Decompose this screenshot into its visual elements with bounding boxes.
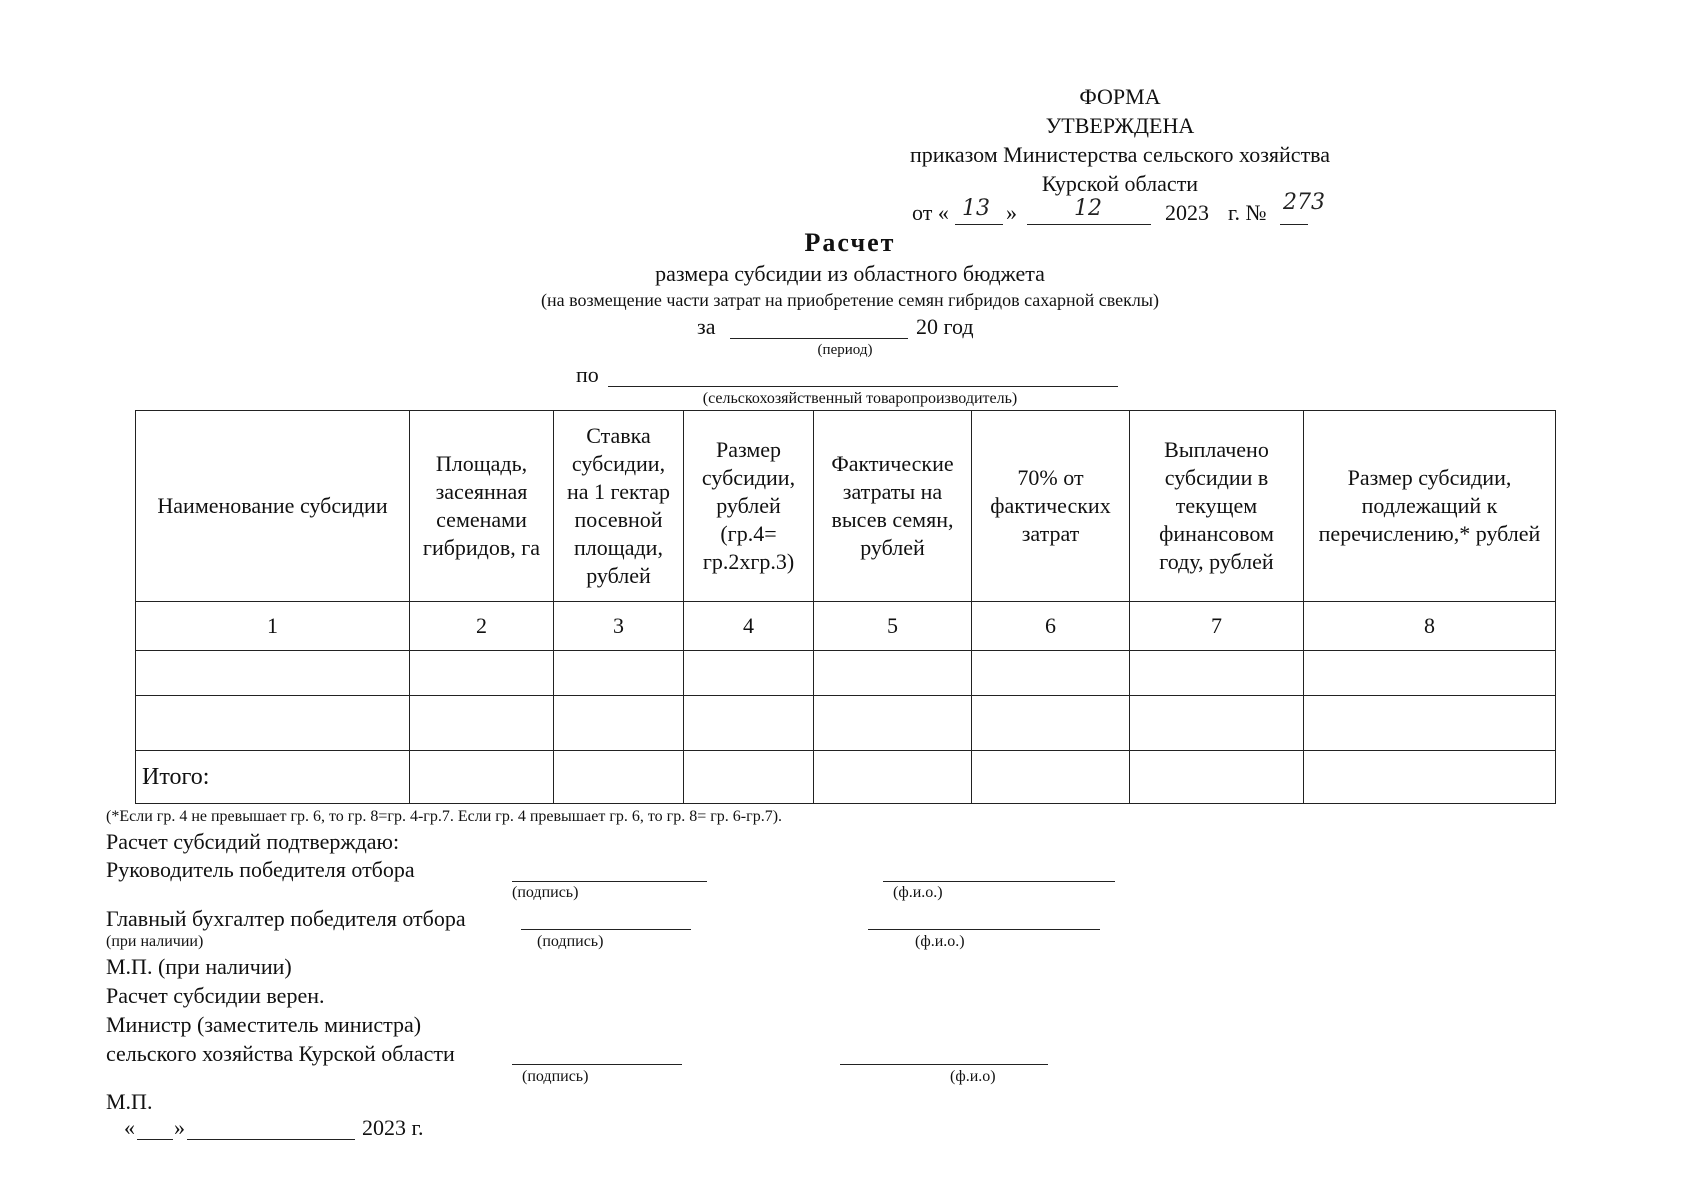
period-caption: (период) xyxy=(817,342,873,358)
table-cell xyxy=(554,696,684,751)
date-close-quote: » xyxy=(174,1115,185,1140)
date-year: 2023 г. xyxy=(362,1115,424,1140)
date-mid: » xyxy=(1006,200,1017,225)
order-label: приказом Министерства сельского хозяйства xyxy=(909,142,1331,167)
head-signature-line xyxy=(512,881,707,882)
seal-label: М.П. xyxy=(106,1089,153,1114)
confirm-label: Расчет субсидий подтверждаю: xyxy=(106,829,400,854)
period-underline xyxy=(730,338,908,339)
table-cell xyxy=(814,651,972,696)
table-cell xyxy=(972,751,1130,804)
table-cell xyxy=(410,696,554,751)
minister-signature-caption: (подпись) xyxy=(522,1068,589,1085)
month-underline xyxy=(1027,224,1151,225)
table-cell xyxy=(136,696,410,751)
month-handwritten: 12 xyxy=(1074,196,1102,221)
minister-signature-line xyxy=(512,1064,682,1065)
table-cell xyxy=(684,696,814,751)
column-number: 4 xyxy=(684,602,814,651)
table-cell xyxy=(1130,651,1304,696)
accountant-label: Главный бухгалтер победителя отбора xyxy=(106,906,466,931)
header-cell: 70% от фактических затрат xyxy=(972,411,1130,602)
table-cell xyxy=(684,751,814,804)
table-cell xyxy=(136,651,410,696)
order-number-handwritten: 273 xyxy=(1283,190,1325,215)
head-fio-caption: (ф.и.о.) xyxy=(893,884,943,901)
header-cell: Размер субсидии, подлежащий к перечислению,* рублей xyxy=(1304,411,1556,602)
date-month-line xyxy=(187,1139,355,1140)
document-subtitle: размера субсидии из областного бюджета xyxy=(655,261,1045,286)
table-cell xyxy=(1304,651,1556,696)
producer-caption: (сельскохозяйственный товаропроизводитель) xyxy=(702,390,1018,407)
period-year-label: 20 год xyxy=(916,314,974,339)
header-cell: Ставка субсидии, на 1 гектар посевной площади, рублей xyxy=(554,411,684,602)
header-cell: Наименование субсидии xyxy=(136,411,410,602)
column-number: 3 xyxy=(554,602,684,651)
table-row xyxy=(136,696,1556,751)
region-label: Курской области xyxy=(1041,171,1199,196)
total-row xyxy=(136,751,1556,804)
table-header-row xyxy=(136,411,1556,602)
head-fio-line xyxy=(883,881,1115,882)
table-cell xyxy=(1304,751,1556,804)
table-cell xyxy=(410,751,554,804)
subsidy-table xyxy=(135,410,1556,804)
order-number-label: г. № xyxy=(1228,200,1267,225)
column-number: 2 xyxy=(410,602,554,651)
table-cell xyxy=(814,696,972,751)
header-cell: Фактические затраты на высев семян, рублей xyxy=(814,411,972,602)
header-cell: Выплачено субсидии в текущем финансовом году, рублей xyxy=(1130,411,1304,602)
date-prefix: от « xyxy=(912,200,949,225)
total-label: Итого: xyxy=(136,751,410,804)
accountant-signature-line xyxy=(521,929,691,930)
head-signature-caption: (подпись) xyxy=(512,884,579,901)
minister-fio-line xyxy=(840,1064,1048,1065)
table-cell xyxy=(554,751,684,804)
head-label: Руководитель победителя отбора xyxy=(106,857,415,882)
table-cell xyxy=(972,696,1130,751)
table-cell xyxy=(1304,696,1556,751)
column-number-row xyxy=(136,602,1556,651)
approved-label: УТВЕРЖДЕНА xyxy=(1045,113,1195,138)
day-handwritten: 13 xyxy=(962,196,990,221)
table-cell xyxy=(410,651,554,696)
date-open-quote: « xyxy=(124,1115,135,1140)
column-number: 5 xyxy=(814,602,972,651)
column-number: 8 xyxy=(1304,602,1556,651)
date-day-line xyxy=(137,1139,173,1140)
column-number: 7 xyxy=(1130,602,1304,651)
document-title: Расчет xyxy=(804,228,896,257)
order-year: 2023 xyxy=(1165,200,1209,225)
header-cell: Площадь, засеянная семенами гибридов, га xyxy=(410,411,554,602)
table-cell xyxy=(972,651,1130,696)
form-label: ФОРМА xyxy=(1079,84,1161,109)
column-number: 1 xyxy=(136,602,410,651)
period-for-label: за xyxy=(697,314,716,339)
header-cell: Размер субсидии, рублей (гр.4= гр.2хгр.3) xyxy=(684,411,814,602)
producer-by-label: по xyxy=(576,362,599,387)
accountant-if-any: (при наличии) xyxy=(106,933,204,950)
accountant-fio-caption: (ф.и.о.) xyxy=(915,933,965,950)
number-underline xyxy=(1280,224,1308,225)
column-number: 6 xyxy=(972,602,1130,651)
producer-underline xyxy=(608,386,1118,387)
accountant-signature-caption: (подпись) xyxy=(537,933,604,950)
minister-fio-caption: (ф.и.о) xyxy=(950,1068,996,1085)
correct-label: Расчет субсидии верен. xyxy=(106,983,325,1008)
table-cell xyxy=(554,651,684,696)
document-purpose: (на возмещение части затрат на приобретение семян гибридов сахарной свеклы) xyxy=(541,290,1159,310)
table-cell xyxy=(684,651,814,696)
accountant-fio-line xyxy=(868,929,1100,930)
table-row xyxy=(136,651,1556,696)
seal-if-any-label: М.П. (при наличии) xyxy=(106,954,292,979)
table-cell xyxy=(1130,751,1304,804)
minister-label: Министр (заместитель министра) xyxy=(106,1012,422,1037)
day-underline xyxy=(955,224,1003,225)
table-cell xyxy=(814,751,972,804)
ministry-label: сельского хозяйства Курской области xyxy=(106,1041,455,1066)
table-cell xyxy=(1130,696,1304,751)
calculation-note: (*Если гр. 4 не превышает гр. 6, то гр. 8=гр. 4-гр.7. Если гр. 4 превышает гр. 6, то гр. 8= гр. 6-гр.7). xyxy=(106,808,783,825)
